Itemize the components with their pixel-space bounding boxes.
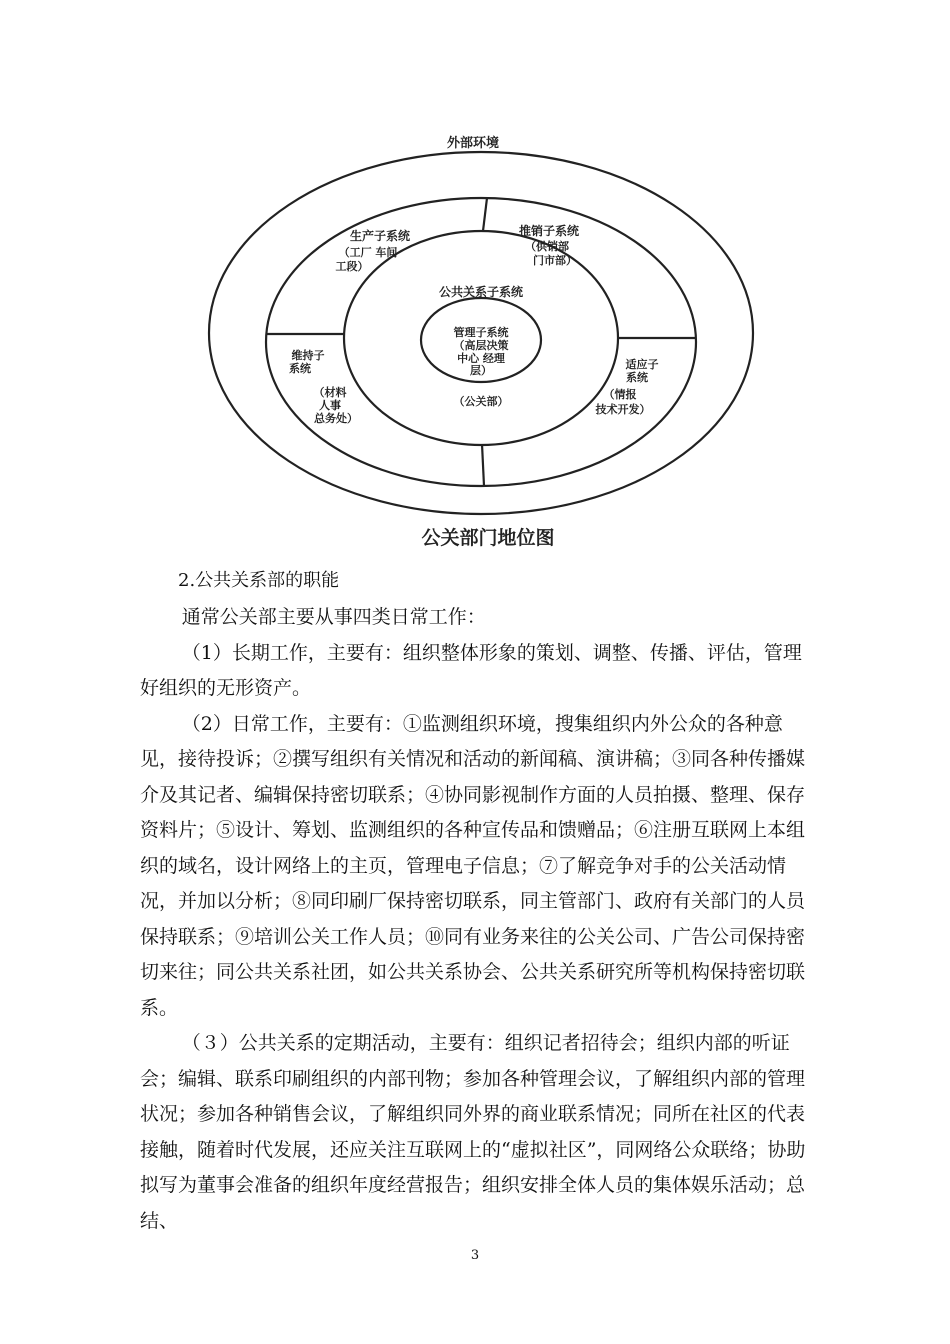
management-line3: 中心 经理 xyxy=(457,352,505,365)
maintenance-title2: 系统 xyxy=(289,362,311,375)
production-sub1: （工厂 车间 xyxy=(338,246,398,259)
sales-sub1: （供销部 xyxy=(525,240,569,253)
maintenance-sub2: 人事 xyxy=(319,399,341,412)
production-sub2: 工段） xyxy=(335,260,369,273)
outer-environment-label: 外部环境 xyxy=(446,136,500,151)
management-line1: 管理子系统 xyxy=(453,326,509,339)
page-number: 3 xyxy=(470,1248,480,1263)
adaptation-title1: 适应子 xyxy=(625,358,659,371)
section-heading: 2.公共关系部的职能 xyxy=(178,570,340,591)
paragraph-daily-work: （2）日常工作，主要有：①监测组织环境，搜集组织内外公众的各种意见，接待投诉；②撰写组织有关情况和活动的新闻稿、演讲稿；③同各种传播媒介及其记者、编辑保持密切联系；④协同影视制作方面的人员拍摄、整理、保存资料片；⑤设计、筹划、监测组织的各种宣传品和馈赠品；⑥注册互联网上本组织的域名，设计网络上的主页，管理电子信息；⑦了解竞争对手的公关活动情况，并加以分析；⑧同印刷厂保持密切联系，同主管部门、政府有关部门的人员保持联系；⑨培训公关工作人员；⑩同有业务来往的公关公司、广告公司保持密切来往；同公共关系社团，如公共关系协会、公共关系研究所等机构保持密切联系。 xyxy=(140,712,806,1019)
pr-department-label: （公关部） xyxy=(453,395,509,408)
paragraph-long-term-work: （1）长期工作，主要有：组织整体形象的策划、调整、传播、评估，管理好组织的无形资产。 xyxy=(140,641,802,699)
body-text xyxy=(140,600,808,1239)
pr-subsystem-title: 公共关系子系统 xyxy=(438,285,524,299)
paragraph-periodic-activities: （３）公共关系的定期活动，主要有：组织记者招待会；组织内部的听证会；编辑、联系印刷组织的内部刊物；参加各种管理会议，了解组织内部的管理状况；参加各种销售会议，了解组织同外界的商业联系情况；同所在社区的代表接触，随着时代发展，还应关注互联网上的“虚拟社区”，同网络公众联络；协助拟写为董事会准备的组织年度经营报告；组织安排全体人员的集体娱乐活动；总结、 xyxy=(140,1032,806,1232)
management-line2: （高层决策 xyxy=(453,339,509,352)
diagram-caption: 公关部门地位图 xyxy=(421,527,555,549)
management-line4: 层） xyxy=(470,364,492,377)
production-title: 生产子系统 xyxy=(349,229,411,243)
sales-title: 推销子系统 xyxy=(518,224,580,238)
maintenance-sub1: （材料 xyxy=(313,386,347,399)
pr-department-position-diagram xyxy=(200,128,760,560)
sales-sub2: 门市部） xyxy=(533,254,577,267)
maintenance-sub3: 总务处） xyxy=(314,412,358,425)
divider-bottom xyxy=(482,444,484,486)
maintenance-title1: 维持子 xyxy=(291,349,325,362)
adaptation-sub2: 技术开发） xyxy=(595,403,651,416)
paragraph-intro: 通常公关部主要从事四类日常工作： xyxy=(181,606,486,628)
adaptation-sub1: （情报 xyxy=(603,388,637,401)
divider-top xyxy=(483,198,487,231)
adaptation-title2: 系统 xyxy=(626,371,648,384)
